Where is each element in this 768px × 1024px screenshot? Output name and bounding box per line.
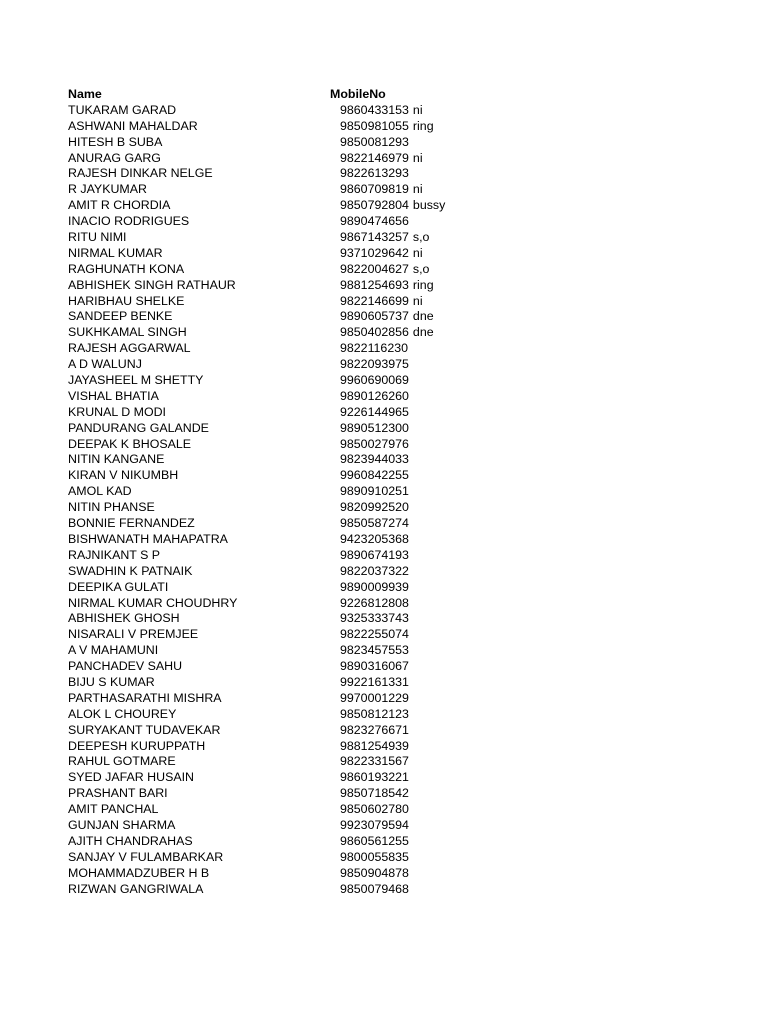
- name-cell: AMIT PANCHAL: [68, 802, 159, 817]
- table-row: [68, 135, 708, 151]
- call-note: ni: [412, 293, 423, 308]
- name-cell: KRUNAL D MODI: [68, 404, 166, 419]
- mobile-cell: [330, 834, 409, 850]
- mobile-cell: [330, 135, 409, 151]
- mobile-number: 9226144965: [340, 404, 409, 419]
- mobile-cell: [330, 739, 409, 755]
- table-row: [68, 452, 708, 468]
- table-row: [68, 262, 708, 278]
- table-row: [68, 627, 708, 643]
- mobile-cell: [330, 770, 409, 786]
- mobile-cell: [330, 119, 434, 135]
- mobile-cell: [330, 754, 409, 770]
- table-row: [68, 786, 708, 802]
- name-cell: GUNJAN SHARMA: [68, 817, 176, 832]
- table-row: [68, 341, 708, 357]
- mobile-number: 9850079468: [340, 881, 409, 896]
- mobile-cell: [330, 627, 409, 643]
- table-row: [68, 580, 708, 596]
- mobile-number: 9800055835: [340, 849, 409, 864]
- table-row: [68, 596, 708, 612]
- mobile-number: 9890605737: [340, 309, 409, 324]
- mobile-number: 9890512300: [340, 420, 409, 435]
- mobile-cell: [330, 246, 423, 262]
- table-row: [68, 246, 708, 262]
- mobile-number: 9890474656: [340, 214, 409, 229]
- call-note: s,o: [412, 230, 430, 245]
- table-row: [68, 119, 708, 135]
- mobile-number: 9823276671: [340, 722, 409, 737]
- table-row: [68, 484, 708, 500]
- name-cell: BIJU S KUMAR: [68, 674, 155, 689]
- mobile-number: 9823944033: [340, 452, 409, 467]
- mobile-cell: [330, 262, 429, 278]
- mobile-cell: [330, 500, 409, 516]
- mobile-number: 9850718542: [340, 786, 409, 801]
- table-row: [68, 389, 708, 405]
- mobile-number: 9822255074: [340, 627, 409, 642]
- table-row: [68, 103, 708, 119]
- call-note: s,o: [412, 261, 430, 276]
- table-row: [68, 532, 708, 548]
- mobile-number: 9822613293: [340, 166, 409, 181]
- name-cell: NITIN PHANSE: [68, 500, 155, 515]
- name-cell: NIRMAL KUMAR CHOUDHRY: [68, 595, 238, 610]
- mobile-number: 9822146979: [340, 150, 409, 165]
- mobile-number: 9860709819: [340, 182, 409, 197]
- name-cell: AJITH CHANDRAHAS: [68, 833, 193, 848]
- name-cell: SURYAKANT TUDAVEKAR: [68, 722, 221, 737]
- name-cell: SANDEEP BENKE: [68, 309, 173, 324]
- mobile-cell: [330, 151, 423, 167]
- mobile-number: 9823457553: [340, 643, 409, 658]
- mobile-number: 9960842255: [340, 468, 409, 483]
- mobile-cell: [330, 611, 409, 627]
- table-row: [68, 611, 708, 627]
- mobile-number: 9860433153: [340, 102, 409, 117]
- mobile-cell: [330, 230, 429, 246]
- table-row: [68, 675, 708, 691]
- mobile-cell: [330, 786, 409, 802]
- table-row: [68, 739, 708, 755]
- mobile-number: 9226812808: [340, 595, 409, 610]
- mobile-number: 9970001229: [340, 690, 409, 705]
- table-row: [68, 325, 708, 341]
- mobile-cell: [330, 596, 409, 612]
- mobile-cell: [330, 437, 409, 453]
- name-cell: HITESH B SUBA: [68, 134, 163, 149]
- mobile-cell: [330, 580, 409, 596]
- table-row: [68, 770, 708, 786]
- name-cell: ABHISHEK SINGH RATHAUR: [68, 277, 236, 292]
- mobile-cell: [330, 707, 409, 723]
- name-cell: ALOK L CHOUREY: [68, 706, 177, 721]
- table-row: [68, 166, 708, 182]
- name-cell: ABHISHEK GHOSH: [68, 611, 180, 626]
- name-cell: RAGHUNATH KONA: [68, 261, 185, 276]
- mobile-number: 9850027976: [340, 436, 409, 451]
- mobile-number: 9822093975: [340, 357, 409, 372]
- mobile-cell: [330, 341, 408, 357]
- mobile-cell: [330, 214, 409, 230]
- mobile-number: 9850402856: [340, 325, 409, 340]
- mobile-cell: [330, 452, 409, 468]
- name-column-header: Name: [68, 87, 102, 101]
- mobile-cell: [330, 532, 409, 548]
- mobile-cell: [330, 405, 409, 421]
- name-cell: JAYASHEEL M SHETTY: [68, 373, 204, 388]
- mobile-cell: [330, 103, 423, 119]
- mobile-number: 9423205368: [340, 531, 409, 546]
- mobile-number: 9850792804: [340, 198, 409, 213]
- mobile-cell: [330, 182, 423, 198]
- call-note: ni: [412, 150, 423, 165]
- name-cell: TUKARAM GARAD: [68, 102, 177, 117]
- mobile-cell: [330, 294, 423, 310]
- mobile-number: 9922161331: [340, 674, 409, 689]
- mobile-cell: [330, 166, 409, 182]
- call-note: ni: [412, 245, 423, 260]
- mobile-cell: [330, 643, 409, 659]
- call-note: dne: [412, 309, 434, 324]
- mobile-number: 9890674193: [340, 547, 409, 562]
- mobile-cell: [330, 484, 409, 500]
- mobile-cell: [330, 357, 409, 373]
- table-row: [68, 437, 708, 453]
- table-row: [68, 707, 708, 723]
- call-note: ring: [412, 277, 434, 292]
- table-row: [68, 691, 708, 707]
- mobile-number: 9890009939: [340, 579, 409, 594]
- table-row: [68, 373, 708, 389]
- mobile-cell: [330, 325, 434, 341]
- mobile-number: 9850981055: [340, 118, 409, 133]
- table-row: [68, 500, 708, 516]
- table-row: [68, 723, 708, 739]
- name-cell: DEEPAK K BHOSALE: [68, 436, 192, 451]
- name-cell: BISHWANATH MAHAPATRA: [68, 531, 228, 546]
- name-cell: A V MAHAMUNI: [68, 643, 159, 658]
- mobile-number: 9890316067: [340, 659, 409, 674]
- table-row: [68, 882, 708, 898]
- name-cell: RAJNIKANT S P: [68, 547, 161, 562]
- name-cell: RITU NIMI: [68, 230, 127, 245]
- name-cell: RAHUL GOTMARE: [68, 754, 176, 769]
- mobile-number: 9822116230: [340, 341, 408, 356]
- mobile-number: 9890910251: [340, 484, 409, 499]
- mobile-number: 9850602780: [340, 802, 409, 817]
- table-row: [68, 564, 708, 580]
- name-cell: A D WALUNJ: [68, 357, 142, 372]
- mobile-cell: [330, 548, 409, 564]
- table-row: [68, 754, 708, 770]
- table-row: [68, 802, 708, 818]
- name-cell: KIRAN V NIKUMBH: [68, 468, 179, 483]
- mobile-number: 9860561255: [340, 833, 409, 848]
- mobile-cell: [330, 723, 409, 739]
- table-row: [68, 659, 708, 675]
- mobile-number: 9860193221: [340, 770, 409, 785]
- table-row: [68, 405, 708, 421]
- name-cell: SUKHKAMAL SINGH: [68, 325, 187, 340]
- name-cell: NITIN KANGANE: [68, 452, 165, 467]
- table-row: [68, 850, 708, 866]
- mobile-number: 9822037322: [340, 563, 409, 578]
- mobile-cell: [330, 309, 434, 325]
- table-row: [68, 230, 708, 246]
- name-cell: RAJESH AGGARWAL: [68, 341, 191, 356]
- table-row: [68, 866, 708, 882]
- mobile-cell: [330, 389, 409, 405]
- name-cell: NISARALI V PREMJEE: [68, 627, 199, 642]
- mobile-cell: [330, 564, 409, 580]
- name-cell: PARTHASARATHI MISHRA: [68, 690, 222, 705]
- name-cell: HARIBHAU SHELKE: [68, 293, 185, 308]
- mobile-number: 9881254939: [340, 738, 409, 753]
- mobile-cell: [330, 802, 409, 818]
- name-cell: DEEPESH KURUPPATH: [68, 738, 206, 753]
- mobile-number: 9325333743: [340, 611, 409, 626]
- table-row: [68, 198, 708, 214]
- mobile-number: 9881254693: [340, 277, 409, 292]
- mobile-number: 9822331567: [340, 754, 409, 769]
- mobile-number: 9850587274: [340, 516, 409, 531]
- mobile-cell: [330, 421, 409, 437]
- name-cell: ASHWANI MAHALDAR: [68, 118, 198, 133]
- mobile-number: 9960690069: [340, 373, 409, 388]
- mobile-number: 9371029642: [340, 245, 409, 260]
- name-cell: AMOL KAD: [68, 484, 132, 499]
- call-note: ni: [412, 182, 423, 197]
- mobile-number: 9890126260: [340, 388, 409, 403]
- table-row: [68, 421, 708, 437]
- mobile-cell: [330, 850, 409, 866]
- mobile-cell: [330, 468, 409, 484]
- mobile-cell: [330, 691, 409, 707]
- call-note: bussy: [412, 198, 446, 213]
- call-note: dne: [412, 325, 434, 340]
- table-body: [68, 103, 708, 898]
- name-cell: PANCHADEV SAHU: [68, 659, 183, 674]
- name-cell: PANDURANG GALANDE: [68, 420, 209, 435]
- mobile-cell: [330, 198, 445, 214]
- mobile-number: 9867143257: [340, 230, 409, 245]
- mobile-number: 9850812123: [340, 706, 409, 721]
- mobile-number: 9923079594: [340, 817, 409, 832]
- name-cell: MOHAMMADZUBER H B: [68, 865, 210, 880]
- name-cell: INACIO RODRIGUES: [68, 214, 190, 229]
- mobile-cell: [330, 373, 409, 389]
- mobile-column-header: MobileNo: [330, 87, 386, 101]
- name-cell: BONNIE FERNANDEZ: [68, 516, 195, 531]
- mobile-cell: [330, 675, 409, 691]
- name-cell: SWADHIN K PATNAIK: [68, 563, 193, 578]
- mobile-cell: [330, 866, 409, 882]
- table-row: [68, 643, 708, 659]
- name-cell: PRASHANT BARI: [68, 786, 168, 801]
- table-row: [68, 214, 708, 230]
- table-row: [68, 468, 708, 484]
- mobile-cell: [330, 882, 409, 898]
- table-row: [68, 516, 708, 532]
- name-cell: RIZWAN GANGRIWALA: [68, 881, 204, 896]
- mobile-cell: [330, 818, 409, 834]
- table-row: [68, 357, 708, 373]
- name-cell: ANURAG GARG: [68, 150, 161, 165]
- table-row: [68, 818, 708, 834]
- name-cell: DEEPIKA GULATI: [68, 579, 169, 594]
- name-cell: SYED JAFAR HUSAIN: [68, 770, 194, 785]
- mobile-cell: [330, 278, 434, 294]
- call-note: ni: [412, 102, 423, 117]
- mobile-cell: [330, 516, 409, 532]
- mobile-number: 9822146699: [340, 293, 409, 308]
- table-row: [68, 294, 708, 310]
- name-cell: RAJESH DINKAR NELGE: [68, 166, 213, 181]
- mobile-number: 9820992520: [340, 500, 409, 515]
- contact-table: [68, 87, 708, 897]
- table-row: [68, 151, 708, 167]
- table-row: [68, 548, 708, 564]
- call-note: ring: [412, 118, 434, 133]
- mobile-cell: [330, 659, 409, 675]
- name-cell: SANJAY V FULAMBARKAR: [68, 849, 224, 864]
- table-row: [68, 834, 708, 850]
- name-cell: VISHAL BHATIA: [68, 388, 159, 403]
- mobile-number: 9850081293: [340, 134, 409, 149]
- name-cell: NIRMAL KUMAR: [68, 245, 163, 260]
- mobile-number: 9850904878: [340, 865, 409, 880]
- mobile-number: 9822004627: [340, 261, 409, 276]
- name-cell: AMIT R CHORDIA: [68, 198, 171, 213]
- table-row: [68, 278, 708, 294]
- name-cell: R JAYKUMAR: [68, 182, 147, 197]
- table-row: [68, 182, 708, 198]
- table-header-row: [68, 87, 708, 103]
- table-row: [68, 309, 708, 325]
